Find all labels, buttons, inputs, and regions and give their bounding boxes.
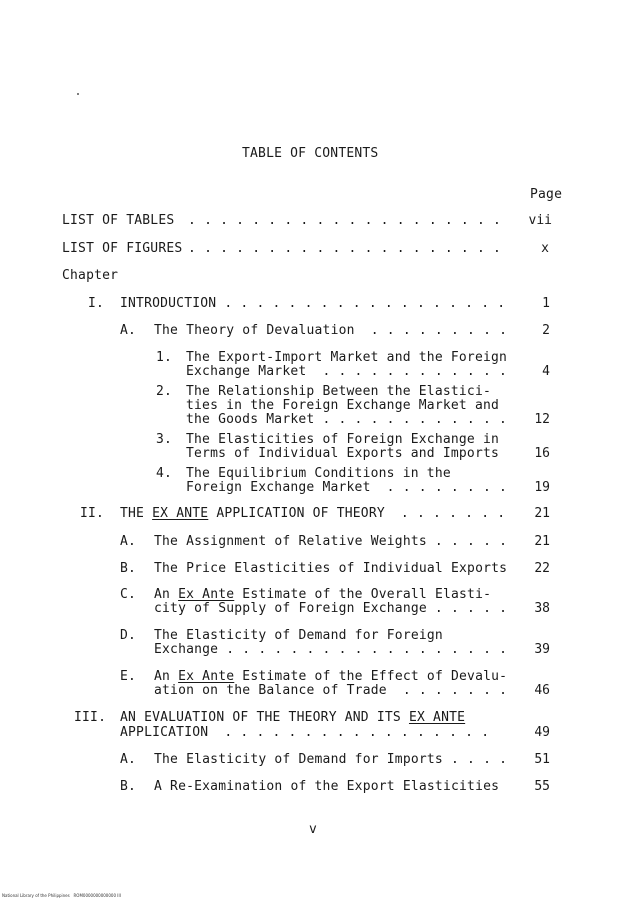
toc-entry-page: 46	[534, 683, 550, 698]
toc-entry-page: x	[541, 241, 549, 256]
subsection-number: 2.	[156, 384, 173, 399]
chapter-numeral: I.	[88, 296, 105, 311]
toc-entry-label: LIST OF TABLES	[62, 213, 175, 228]
chapter-numeral: III.	[74, 710, 107, 725]
section-letter: A.	[120, 534, 137, 549]
scan-footer: National Library of the Philippines ROM0000000000000 III	[2, 893, 121, 898]
subsection-number: 3.	[156, 432, 173, 447]
page-number: v	[309, 822, 318, 837]
toc-entry-page: 19	[534, 480, 550, 495]
chapter-title-line: APPLICATION . . . . . . . . . . . . . . . . .	[120, 725, 490, 740]
title-text: Estimate of the Overall Elasti-	[234, 587, 492, 602]
title-emphasis: Ex Ante	[178, 587, 235, 602]
title-emphasis: EX ANTE	[408, 710, 466, 725]
toc-entry-page: 4	[542, 364, 550, 379]
section-title: The Price Elasticities of Individual Exports	[154, 561, 508, 576]
toc-entry-page: 49	[534, 725, 550, 740]
section-title-line: ation on the Balance of Trade . . . . . . .	[154, 683, 508, 698]
section-letter: B.	[120, 779, 137, 794]
section-letter: D.	[120, 628, 137, 643]
page-title: TABLE OF CONTENTS	[242, 146, 379, 161]
section-letter: A.	[120, 752, 137, 767]
title-text: Estimate of the Effect of Devalu-	[234, 669, 508, 684]
toc-entry-label: LIST OF FIGURES	[62, 241, 183, 256]
subsection-title-line: The Elasticities of Foreign Exchange in	[186, 432, 500, 447]
toc-entry-page: 1	[542, 296, 550, 311]
subsection-title-line: Foreign Exchange Market . . . . . . . .	[186, 480, 508, 495]
subsection-title-line: the Goods Market . . . . . . . . . . . .	[186, 412, 508, 427]
subsection-title-line: Terms of Individual Exports and Imports	[186, 446, 500, 461]
section-letter: B.	[120, 561, 137, 576]
scan-speck	[77, 93, 79, 95]
toc-entry-page: 22	[534, 561, 550, 576]
section-letter: E.	[120, 669, 137, 684]
title-emphasis: EX ANTE	[152, 506, 209, 521]
leader-dots: . . . . . . . . . . . . . . . . . . . .	[180, 213, 502, 228]
subsection-number: 4.	[156, 466, 173, 481]
leader-dots: . . . . . . . . . . . . . . . . . . . .	[180, 241, 502, 256]
toc-entry-page: 12	[534, 412, 550, 427]
section-title-line: The Elasticity of Demand for Foreign	[154, 628, 443, 643]
section-title: The Assignment of Relative Weights . . . . .	[154, 534, 508, 549]
toc-entry-page: 55	[534, 779, 550, 794]
title-text: An	[154, 587, 179, 602]
title-text: APPLICATION OF THEORY . . . . . . .	[208, 506, 506, 521]
chapter-numeral: II.	[80, 506, 105, 521]
title-text: An	[154, 669, 179, 684]
section-letter: A.	[120, 323, 137, 338]
section-title-line: Exchange . . . . . . . . . . . . . . . . . .	[154, 642, 508, 657]
toc-entry-page: 16	[534, 446, 550, 461]
title-emphasis: Ex Ante	[178, 669, 235, 684]
subsection-title-line: The Export-Import Market and the Foreign	[186, 350, 508, 365]
subsection-title-line: ties in the Foreign Exchange Market and	[186, 398, 500, 413]
section-title: A Re-Examination of the Export Elasticities	[154, 779, 500, 794]
section-title-line: city of Supply of Foreign Exchange . . . . .	[154, 601, 508, 616]
section-title: The Theory of Devaluation . . . . . . . . .	[154, 323, 508, 338]
chapter-title-line	[120, 710, 465, 726]
subsection-title-line: Exchange Market . . . . . . . . . . . .	[186, 364, 508, 379]
toc-entry-page: 38	[534, 601, 550, 616]
chapter-heading: Chapter	[62, 268, 119, 283]
toc-entry-page: vii	[528, 213, 552, 228]
toc-entry-page: 2	[542, 323, 550, 338]
subsection-title-line: The Relationship Between the Elastici-	[186, 384, 492, 399]
page-column-heading: Page	[530, 187, 563, 202]
section-title: The Elasticity of Demand for Imports . . . .	[154, 752, 508, 767]
title-text: AN EVALUATION OF THE THEORY AND ITS	[120, 710, 409, 725]
section-letter: C.	[120, 587, 137, 602]
toc-entry-page: 21	[534, 506, 550, 521]
toc-entry-page: 39	[534, 642, 550, 657]
title-text: THE	[120, 506, 153, 521]
subsection-title-line: The Equilibrium Conditions in the	[186, 466, 451, 481]
toc-entry-page: 21	[534, 534, 550, 549]
subsection-number: 1.	[156, 350, 173, 365]
toc-entry-page: 51	[534, 752, 550, 767]
chapter-title	[120, 506, 505, 522]
chapter-title: INTRODUCTION . . . . . . . . . . . . . . . . . .	[120, 296, 506, 311]
